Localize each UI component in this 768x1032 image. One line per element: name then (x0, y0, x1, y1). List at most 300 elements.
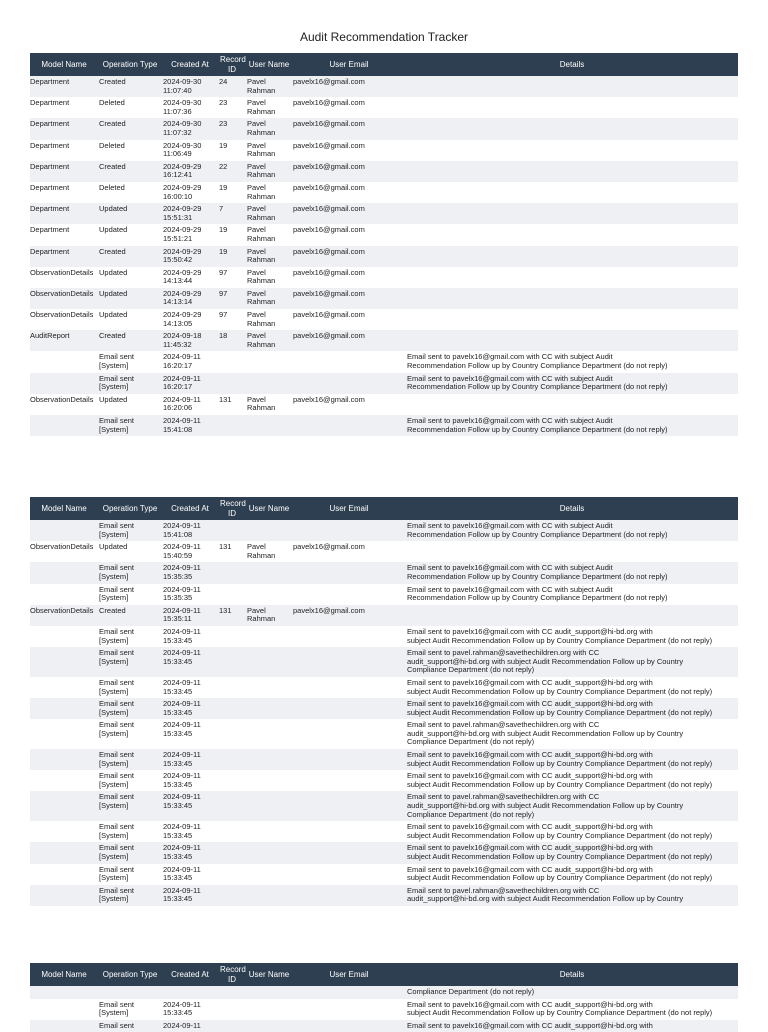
audit-table (30, 53, 738, 436)
table-row (30, 647, 738, 677)
cell-model-name (30, 770, 98, 791)
cell-created-at: 2024-09-11 16:20:17 (162, 351, 218, 372)
cell-record-id (218, 986, 246, 999)
table-row (30, 986, 738, 999)
audit-table (30, 497, 738, 906)
column-header-record-id: Record ID (218, 53, 246, 76)
cell-created-at: 2024-09-29 15:51:21 (162, 224, 218, 245)
cell-record-id: 22 (218, 161, 246, 182)
cell-user-name: Pavel Rahman (246, 203, 292, 224)
cell-created-at: 2024-09-11 15:35:35 (162, 584, 218, 605)
cell-user-email: pavelx16@gmail.com (292, 330, 406, 351)
cell-record-id: 19 (218, 224, 246, 245)
cell-details: Email sent to pavelx16@gmail.com with CC audit_support@hi-bd.org with subject Audit Recommendation Follow up by Country Compliance Department (do not reply) (406, 698, 738, 719)
cell-model-name (30, 791, 98, 821)
cell-record-id: 23 (218, 97, 246, 118)
cell-created-at: 2024-09-30 11:07:32 (162, 118, 218, 139)
cell-user-name: Pavel Rahman (246, 246, 292, 267)
table-row (30, 541, 738, 562)
cell-created-at: 2024-09-11 (162, 1020, 218, 1032)
cell-record-id: 7 (218, 203, 246, 224)
table-row (30, 770, 738, 791)
cell-record-id (218, 520, 246, 541)
cell-operation-type: Created (98, 118, 162, 139)
cell-created-at: 2024-09-11 15:35:11 (162, 605, 218, 626)
cell-operation-type: Email sent [System] (98, 719, 162, 749)
cell-created-at: 2024-09-30 11:06:49 (162, 140, 218, 161)
cell-created-at: 2024-09-11 15:33:45 (162, 698, 218, 719)
cell-record-id (218, 626, 246, 647)
cell-operation-type: Created (98, 161, 162, 182)
cell-operation-type: Updated (98, 394, 162, 415)
cell-operation-type: Email sent [System] (98, 677, 162, 698)
cell-operation-type: Email sent [System] (98, 791, 162, 821)
cell-user-name (246, 842, 292, 863)
table-row (30, 373, 738, 394)
cell-user-name: Pavel Rahman (246, 224, 292, 245)
cell-created-at: 2024-09-11 15:41:08 (162, 415, 218, 436)
cell-record-id (218, 415, 246, 436)
cell-user-name: Pavel Rahman (246, 394, 292, 415)
cell-details (406, 394, 738, 415)
cell-created-at: 2024-09-11 15:35:35 (162, 562, 218, 583)
cell-created-at: 2024-09-29 15:51:31 (162, 203, 218, 224)
cell-user-email: pavelx16@gmail.com (292, 288, 406, 309)
cell-created-at: 2024-09-18 11:45:32 (162, 330, 218, 351)
cell-user-name (246, 749, 292, 770)
cell-operation-type (98, 986, 162, 999)
cell-details: Email sent to pavelx16@gmail.com with CC audit_support@hi-bd.org with subject Audit Recommendation Follow up by Country Compliance Department (do not reply) (406, 821, 738, 842)
cell-user-email (292, 626, 406, 647)
cell-model-name: Department (30, 140, 98, 161)
cell-details: Compliance Department (do not reply) (406, 986, 738, 999)
table-header-row (30, 963, 738, 986)
table-row (30, 864, 738, 885)
cell-details: Email sent to pavelx16@gmail.com with CC audit_support@hi-bd.org with subject Audit Recommendation Follow up by Country Compliance Department (do not reply) (406, 677, 738, 698)
cell-user-name (246, 351, 292, 372)
cell-created-at: 2024-09-29 15:50:42 (162, 246, 218, 267)
cell-created-at: 2024-09-11 15:33:45 (162, 626, 218, 647)
cell-details (406, 97, 738, 118)
cell-user-name (246, 791, 292, 821)
cell-operation-type: Email sent [System] (98, 749, 162, 770)
cell-operation-type: Updated (98, 309, 162, 330)
cell-model-name (30, 677, 98, 698)
table-row (30, 76, 738, 97)
cell-details: Email sent to pavelx16@gmail.com with CC with subject Audit Recommendation Follow up by Country Compliance Department (do not reply) (406, 584, 738, 605)
cell-user-name: Pavel Rahman (246, 541, 292, 562)
cell-created-at: 2024-09-11 15:40:59 (162, 541, 218, 562)
cell-user-name: Pavel Rahman (246, 140, 292, 161)
cell-model-name (30, 351, 98, 372)
cell-user-email: pavelx16@gmail.com (292, 394, 406, 415)
cell-user-name: Pavel Rahman (246, 267, 292, 288)
cell-model-name (30, 562, 98, 583)
cell-operation-type: Email sent [System] (98, 415, 162, 436)
cell-record-id (218, 821, 246, 842)
cell-operation-type: Deleted (98, 97, 162, 118)
cell-record-id (218, 999, 246, 1020)
cell-record-id: 19 (218, 246, 246, 267)
cell-created-at: 2024-09-11 15:33:45 (162, 677, 218, 698)
cell-operation-type: Email sent [System] (98, 562, 162, 583)
cell-model-name (30, 842, 98, 863)
cell-operation-type: Email sent [System] (98, 885, 162, 906)
cell-user-name (246, 986, 292, 999)
cell-operation-type: Created (98, 76, 162, 97)
cell-operation-type: Deleted (98, 182, 162, 203)
table-row (30, 330, 738, 351)
cell-user-name: Pavel Rahman (246, 76, 292, 97)
cell-model-name: Department (30, 203, 98, 224)
table-row (30, 562, 738, 583)
cell-operation-type: Deleted (98, 140, 162, 161)
cell-user-email: pavelx16@gmail.com (292, 541, 406, 562)
cell-user-name: Pavel Rahman (246, 182, 292, 203)
cell-operation-type: Email sent [System] (98, 520, 162, 541)
cell-details (406, 118, 738, 139)
cell-created-at: 2024-09-29 14:13:05 (162, 309, 218, 330)
cell-user-email: pavelx16@gmail.com (292, 203, 406, 224)
cell-record-id: 97 (218, 267, 246, 288)
cell-user-name (246, 770, 292, 791)
column-header-details: Details (406, 497, 738, 520)
cell-record-id (218, 864, 246, 885)
cell-user-email: pavelx16@gmail.com (292, 224, 406, 245)
table-row (30, 626, 738, 647)
cell-record-id (218, 885, 246, 906)
cell-details (406, 203, 738, 224)
cell-user-email (292, 677, 406, 698)
table-row (30, 520, 738, 541)
cell-user-name: Pavel Rahman (246, 605, 292, 626)
cell-details: Email sent to pavelx16@gmail.com with CC audit_support@hi-bd.org with subject Audit Recommendation Follow up by Country Compliance Department (do not reply) (406, 864, 738, 885)
cell-details: Email sent to pavelx16@gmail.com with CC audit_support@hi-bd.org with subject Audit Recommendation Follow up by Country Compliance Department (do not reply) (406, 999, 738, 1020)
cell-record-id: 97 (218, 288, 246, 309)
cell-user-name: Pavel Rahman (246, 161, 292, 182)
cell-user-name: Pavel Rahman (246, 118, 292, 139)
cell-details: Email sent to pavelx16@gmail.com with CC audit_support@hi-bd.org with (406, 1020, 738, 1032)
cell-record-id (218, 842, 246, 863)
column-header-details: Details (406, 963, 738, 986)
cell-user-email: pavelx16@gmail.com (292, 246, 406, 267)
table-row (30, 161, 738, 182)
cell-model-name (30, 373, 98, 394)
cell-model-name (30, 698, 98, 719)
cell-user-email (292, 415, 406, 436)
cell-user-email (292, 698, 406, 719)
cell-user-name (246, 719, 292, 749)
cell-user-email (292, 584, 406, 605)
cell-user-name: Pavel Rahman (246, 309, 292, 330)
cell-model-name: ObservationDetails (30, 267, 98, 288)
column-header-operation-type: Operation Type (98, 963, 162, 986)
cell-model-name (30, 999, 98, 1020)
cell-user-email: pavelx16@gmail.com (292, 309, 406, 330)
cell-record-id: 19 (218, 182, 246, 203)
cell-model-name (30, 986, 98, 999)
column-header-details: Details (406, 53, 738, 76)
cell-details: Email sent to pavelx16@gmail.com with CC audit_support@hi-bd.org with subject Audit Recommendation Follow up by Country Compliance Department (do not reply) (406, 842, 738, 863)
column-header-record-id: Record ID (218, 963, 246, 986)
cell-model-name: Department (30, 182, 98, 203)
cell-model-name: Department (30, 161, 98, 182)
table-row (30, 288, 738, 309)
cell-details (406, 182, 738, 203)
cell-details (406, 288, 738, 309)
cell-created-at: 2024-09-11 15:33:45 (162, 821, 218, 842)
cell-details: Email sent to pavelx16@gmail.com with CC audit_support@hi-bd.org with subject Audit Recommendation Follow up by Country Compliance Department (do not reply) (406, 749, 738, 770)
cell-operation-type: Email sent [System] (98, 647, 162, 677)
cell-user-email (292, 791, 406, 821)
table-row (30, 605, 738, 626)
cell-model-name (30, 864, 98, 885)
column-header-record-id: Record ID (218, 497, 246, 520)
cell-operation-type: Email sent [System] (98, 821, 162, 842)
cell-user-email: pavelx16@gmail.com (292, 97, 406, 118)
table-row (30, 791, 738, 821)
cell-user-name (246, 885, 292, 906)
cell-details (406, 267, 738, 288)
cell-created-at: 2024-09-11 15:33:45 (162, 864, 218, 885)
page-title: Audit Recommendation Tracker (299, 30, 469, 44)
cell-model-name (30, 647, 98, 677)
table-row (30, 749, 738, 770)
cell-user-email (292, 999, 406, 1020)
cell-created-at: 2024-09-11 16:20:17 (162, 373, 218, 394)
column-header-operation-type: Operation Type (98, 53, 162, 76)
cell-record-id (218, 373, 246, 394)
cell-model-name: ObservationDetails (30, 288, 98, 309)
cell-model-name: AuditReport (30, 330, 98, 351)
cell-created-at: 2024-09-11 15:33:45 (162, 770, 218, 791)
cell-record-id: 18 (218, 330, 246, 351)
table-row (30, 351, 738, 372)
cell-record-id (218, 677, 246, 698)
table-row (30, 1020, 738, 1032)
cell-created-at: 2024-09-11 15:41:08 (162, 520, 218, 541)
cell-user-email: pavelx16@gmail.com (292, 161, 406, 182)
cell-created-at: 2024-09-29 14:13:14 (162, 288, 218, 309)
column-header-user-email: User Email (292, 53, 406, 76)
cell-model-name (30, 821, 98, 842)
cell-model-name (30, 415, 98, 436)
cell-model-name (30, 584, 98, 605)
cell-details: Email sent to pavel.rahman@savethechildren.org with CC audit_support@hi-bd.org with subject Audit Recommendation Follow up by Country Compliance Department (do not reply) (406, 719, 738, 749)
cell-record-id (218, 1020, 246, 1032)
cell-details (406, 605, 738, 626)
cell-user-email: pavelx16@gmail.com (292, 76, 406, 97)
cell-model-name (30, 520, 98, 541)
cell-user-name (246, 821, 292, 842)
cell-user-email (292, 842, 406, 863)
cell-record-id: 131 (218, 605, 246, 626)
cell-details (406, 541, 738, 562)
cell-details: Email sent to pavel.rahman@savethechildren.org with CC audit_support@hi-bd.org with subject Audit Recommendation Follow up by Country Compliance Department (do not reply) (406, 791, 738, 821)
cell-created-at: 2024-09-30 11:07:40 (162, 76, 218, 97)
cell-details (406, 76, 738, 97)
table-row (30, 394, 738, 415)
column-header-created-at: Created At (162, 53, 218, 76)
table-row (30, 140, 738, 161)
table-row (30, 97, 738, 118)
cell-operation-type: Email sent [System] (98, 373, 162, 394)
table-row (30, 719, 738, 749)
cell-user-email (292, 885, 406, 906)
column-header-model-name: Model Name (30, 497, 98, 520)
cell-user-name (246, 1020, 292, 1032)
cell-created-at: 2024-09-11 15:33:45 (162, 719, 218, 749)
column-header-user-name: User Name (246, 497, 292, 520)
cell-user-name (246, 520, 292, 541)
table-row (30, 267, 738, 288)
table-section-2 (30, 497, 738, 906)
cell-operation-type: Email sent [System] (98, 626, 162, 647)
column-header-user-name: User Name (246, 53, 292, 76)
cell-created-at: 2024-09-11 15:33:45 (162, 999, 218, 1020)
table-row (30, 677, 738, 698)
cell-created-at: 2024-09-11 15:33:45 (162, 791, 218, 821)
cell-operation-type: Email sent [System] (98, 770, 162, 791)
cell-model-name: Department (30, 97, 98, 118)
cell-created-at: 2024-09-11 15:33:45 (162, 885, 218, 906)
cell-user-name: Pavel Rahman (246, 330, 292, 351)
cell-model-name: ObservationDetails (30, 541, 98, 562)
cell-details: Email sent to pavelx16@gmail.com with CC audit_support@hi-bd.org with subject Audit Recommendation Follow up by Country Compliance Department (do not reply) (406, 626, 738, 647)
cell-details (406, 140, 738, 161)
audit-table (30, 963, 738, 1032)
cell-details: Email sent to pavelx16@gmail.com with CC with subject Audit Recommendation Follow up by Country Compliance Department (do not reply) (406, 520, 738, 541)
cell-user-name: Pavel Rahman (246, 288, 292, 309)
cell-record-id (218, 698, 246, 719)
cell-operation-type: Updated (98, 288, 162, 309)
cell-user-name (246, 373, 292, 394)
column-header-user-email: User Email (292, 963, 406, 986)
cell-record-id (218, 719, 246, 749)
cell-operation-type: Updated (98, 224, 162, 245)
column-header-created-at: Created At (162, 963, 218, 986)
cell-operation-type: Email sent (98, 1020, 162, 1032)
cell-model-name (30, 719, 98, 749)
cell-operation-type: Updated (98, 267, 162, 288)
cell-user-email (292, 821, 406, 842)
table-row (30, 309, 738, 330)
cell-record-id (218, 749, 246, 770)
cell-record-id: 97 (218, 309, 246, 330)
cell-details (406, 224, 738, 245)
cell-details (406, 330, 738, 351)
cell-created-at: 2024-09-29 16:12:41 (162, 161, 218, 182)
cell-user-name (246, 864, 292, 885)
table-row (30, 246, 738, 267)
cell-model-name (30, 885, 98, 906)
cell-user-email: pavelx16@gmail.com (292, 140, 406, 161)
cell-details: Email sent to pavel.rahman@savethechildren.org with CC audit_support@hi-bd.org with subject Audit Recommendation Follow up by Country (406, 885, 738, 906)
cell-record-id (218, 584, 246, 605)
cell-created-at: 2024-09-11 15:33:45 (162, 647, 218, 677)
cell-record-id: 131 (218, 394, 246, 415)
column-header-created-at: Created At (162, 497, 218, 520)
cell-record-id: 19 (218, 140, 246, 161)
cell-operation-type: Created (98, 605, 162, 626)
cell-user-name (246, 415, 292, 436)
cell-record-id (218, 562, 246, 583)
table-row (30, 182, 738, 203)
cell-operation-type: Email sent [System] (98, 842, 162, 863)
cell-user-email (292, 719, 406, 749)
cell-user-name (246, 584, 292, 605)
column-header-user-email: User Email (292, 497, 406, 520)
cell-model-name: Department (30, 246, 98, 267)
cell-record-id (218, 351, 246, 372)
cell-details (406, 161, 738, 182)
cell-user-name (246, 677, 292, 698)
cell-user-email: pavelx16@gmail.com (292, 182, 406, 203)
table-section-1 (30, 53, 738, 436)
cell-model-name: Department (30, 224, 98, 245)
cell-record-id: 131 (218, 541, 246, 562)
cell-record-id (218, 647, 246, 677)
cell-details: Email sent to pavelx16@gmail.com with CC with subject Audit Recommendation Follow up by Country Compliance Department (do not reply) (406, 351, 738, 372)
cell-record-id: 23 (218, 118, 246, 139)
cell-model-name: Department (30, 76, 98, 97)
table-row (30, 584, 738, 605)
table-row (30, 118, 738, 139)
cell-operation-type: Email sent [System] (98, 584, 162, 605)
cell-operation-type: Email sent [System] (98, 864, 162, 885)
cell-operation-type: Updated (98, 541, 162, 562)
cell-user-email (292, 1020, 406, 1032)
cell-user-name (246, 647, 292, 677)
cell-model-name (30, 749, 98, 770)
table-row (30, 999, 738, 1020)
table-row (30, 821, 738, 842)
cell-created-at: 2024-09-11 15:33:45 (162, 749, 218, 770)
cell-user-name (246, 562, 292, 583)
cell-record-id (218, 770, 246, 791)
cell-user-email (292, 986, 406, 999)
cell-user-name (246, 626, 292, 647)
cell-operation-type: Email sent [System] (98, 351, 162, 372)
cell-operation-type: Created (98, 246, 162, 267)
cell-operation-type: Email sent [System] (98, 698, 162, 719)
cell-details (406, 246, 738, 267)
cell-details: Email sent to pavelx16@gmail.com with CC audit_support@hi-bd.org with subject Audit Recommendation Follow up by Country Compliance Department (do not reply) (406, 770, 738, 791)
table-row (30, 203, 738, 224)
cell-model-name: ObservationDetails (30, 605, 98, 626)
cell-user-email (292, 562, 406, 583)
table-header-row (30, 497, 738, 520)
cell-model-name: ObservationDetails (30, 394, 98, 415)
cell-user-name (246, 999, 292, 1020)
cell-operation-type: Created (98, 330, 162, 351)
cell-model-name: Department (30, 118, 98, 139)
cell-created-at: 2024-09-11 16:20:06 (162, 394, 218, 415)
cell-operation-type: Email sent [System] (98, 999, 162, 1020)
cell-user-name: Pavel Rahman (246, 97, 292, 118)
table-row (30, 885, 738, 906)
cell-created-at (162, 986, 218, 999)
table-header-row (30, 53, 738, 76)
cell-created-at: 2024-09-29 16:00:10 (162, 182, 218, 203)
cell-user-email: pavelx16@gmail.com (292, 118, 406, 139)
cell-created-at: 2024-09-11 15:33:45 (162, 842, 218, 863)
cell-created-at: 2024-09-30 11:07:36 (162, 97, 218, 118)
cell-user-email (292, 520, 406, 541)
cell-details (406, 309, 738, 330)
cell-operation-type: Updated (98, 203, 162, 224)
table-section-3 (30, 963, 738, 1032)
